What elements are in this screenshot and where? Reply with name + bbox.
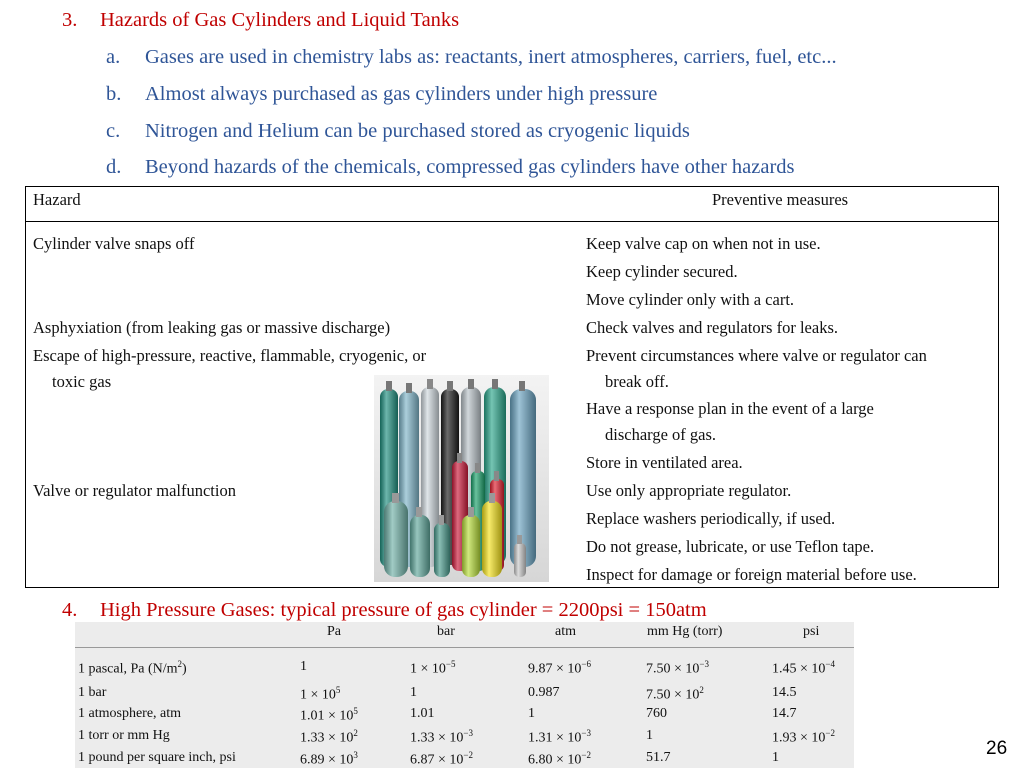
section-3-item-c: c. Nitrogen and Helium can be purchased stored as cryogenic liquids [106, 120, 690, 142]
conv-cell: $1 \times 10^5$ [300, 685, 341, 703]
measures-header: Preventive measures [712, 190, 849, 209]
pressure-conversion-table [75, 622, 854, 768]
conv-header-divider [75, 647, 854, 648]
conv-cell: 1 [646, 728, 653, 743]
section-3-heading [62, 9, 459, 32]
conv-cell: $1.31 \times 10^{-3}$ [528, 728, 591, 746]
conv-cell: 51.7 [646, 750, 671, 765]
conv-cell: $7.50 \times 10^2$ [646, 685, 704, 703]
conv-header: mm Hg (torr) [647, 624, 723, 639]
gas-cylinders-photo [374, 375, 549, 582]
measure-cell: Do not grease, lubricate, or use Teflon tape. [586, 537, 875, 556]
section-3-number: 3. [62, 9, 78, 31]
conv-row-label: 1 torr or mm Hg [78, 728, 170, 743]
conv-cell: $9.87 \times 10^{-6}$ [528, 659, 591, 677]
conv-cell: 1 [528, 706, 535, 721]
section-4-number: 4. [62, 599, 78, 621]
conv-row-label: 1 pascal, Pa $(N/m^2)$ [78, 659, 187, 677]
conv-header: psi [803, 624, 820, 639]
section-3-item-b: b. Almost always purchased as gas cylinders under high pressure [106, 83, 658, 105]
conv-cell: $7.50 \times 10^{-3}$ [646, 659, 709, 677]
conv-header: atm [555, 624, 576, 639]
conv-cell: 1 [772, 750, 779, 765]
measure-cell: break off. [605, 372, 669, 391]
hazard-cell: Escape of high-pressure, reactive, flammable, cryogenic, or [33, 346, 427, 365]
conv-cell: 1 [410, 685, 417, 700]
measure-cell: Use only appropriate regulator. [586, 481, 792, 500]
conv-cell: $1.01 \times 10^5$ [300, 706, 358, 724]
measure-cell: Move cylinder only with a cart. [586, 290, 795, 309]
conv-cell: $6.89 \times 10^3$ [300, 750, 358, 768]
measure-cell: Keep valve cap on when not in use. [586, 234, 821, 253]
conv-cell: $1.33 \times 10^2$ [300, 728, 358, 746]
conv-header: Pa [327, 624, 341, 639]
conv-row-label: 1 bar [78, 685, 107, 700]
section-3-title: Hazards of Gas Cylinders and Liquid Tanks [100, 9, 460, 31]
conv-row-label: 1 pound per square inch, psi [78, 750, 236, 765]
section-3-item-a: a. Gases are used in chemistry labs as: reactants, inert atmospheres, carriers, fuel, etc... [106, 46, 837, 68]
page-number: 26 [986, 738, 1008, 759]
measure-cell: discharge of gas. [605, 425, 717, 444]
measure-cell: Check valves and regulators for leaks. [586, 318, 838, 337]
conv-cell: 0.987 [528, 685, 560, 700]
conv-cell: 1 [300, 659, 307, 674]
conv-cell: $6.87 \times 10^{-2}$ [410, 750, 473, 768]
section-4-title: High Pressure Gases: typical pressure of gas cylinder = 2200psi = 150atm [100, 599, 707, 621]
measure-cell: Prevent circumstances where valve or regulator can [586, 346, 927, 365]
conv-cell: $1.45 \times 10^{-4}$ [772, 659, 835, 677]
measure-cell: Have a response plan in the event of a large [586, 399, 874, 418]
header-divider [26, 221, 998, 222]
measure-cell: Keep cylinder secured. [586, 262, 738, 281]
conv-cell: 1.01 [410, 706, 435, 721]
section-3-item-d: d. Beyond hazards of the chemicals, compressed gas cylinders have other hazards [106, 156, 795, 178]
conv-cell: 14.7 [772, 706, 797, 721]
conv-cell: $6.80 \times 10^{-2}$ [528, 750, 591, 768]
measure-cell: Store in ventilated area. [586, 453, 743, 472]
hazard-header: Hazard [33, 190, 81, 209]
conv-cell: $1.93 \times 10^{-2}$ [772, 728, 835, 746]
measure-cell: Inspect for damage or foreign material before use. [586, 565, 917, 584]
conv-cell: $1.33 \times 10^{-3}$ [410, 728, 473, 746]
conv-header: bar [437, 624, 455, 639]
conv-cell: 14.5 [772, 685, 797, 700]
conv-cell: 760 [646, 706, 667, 721]
measure-cell: Replace washers periodically, if used. [586, 509, 836, 528]
hazard-cell: Cylinder valve snaps off [33, 234, 195, 253]
hazard-cell: Asphyxiation (from leaking gas or massive discharge) [33, 318, 391, 337]
conv-cell: $1 \times 10^{-5}$ [410, 659, 456, 677]
section-4-heading [62, 599, 707, 622]
hazard-cell: Valve or regulator malfunction [33, 481, 236, 500]
conv-row-label: 1 atmosphere, atm [78, 706, 182, 721]
hazard-cell: toxic gas [52, 372, 112, 391]
